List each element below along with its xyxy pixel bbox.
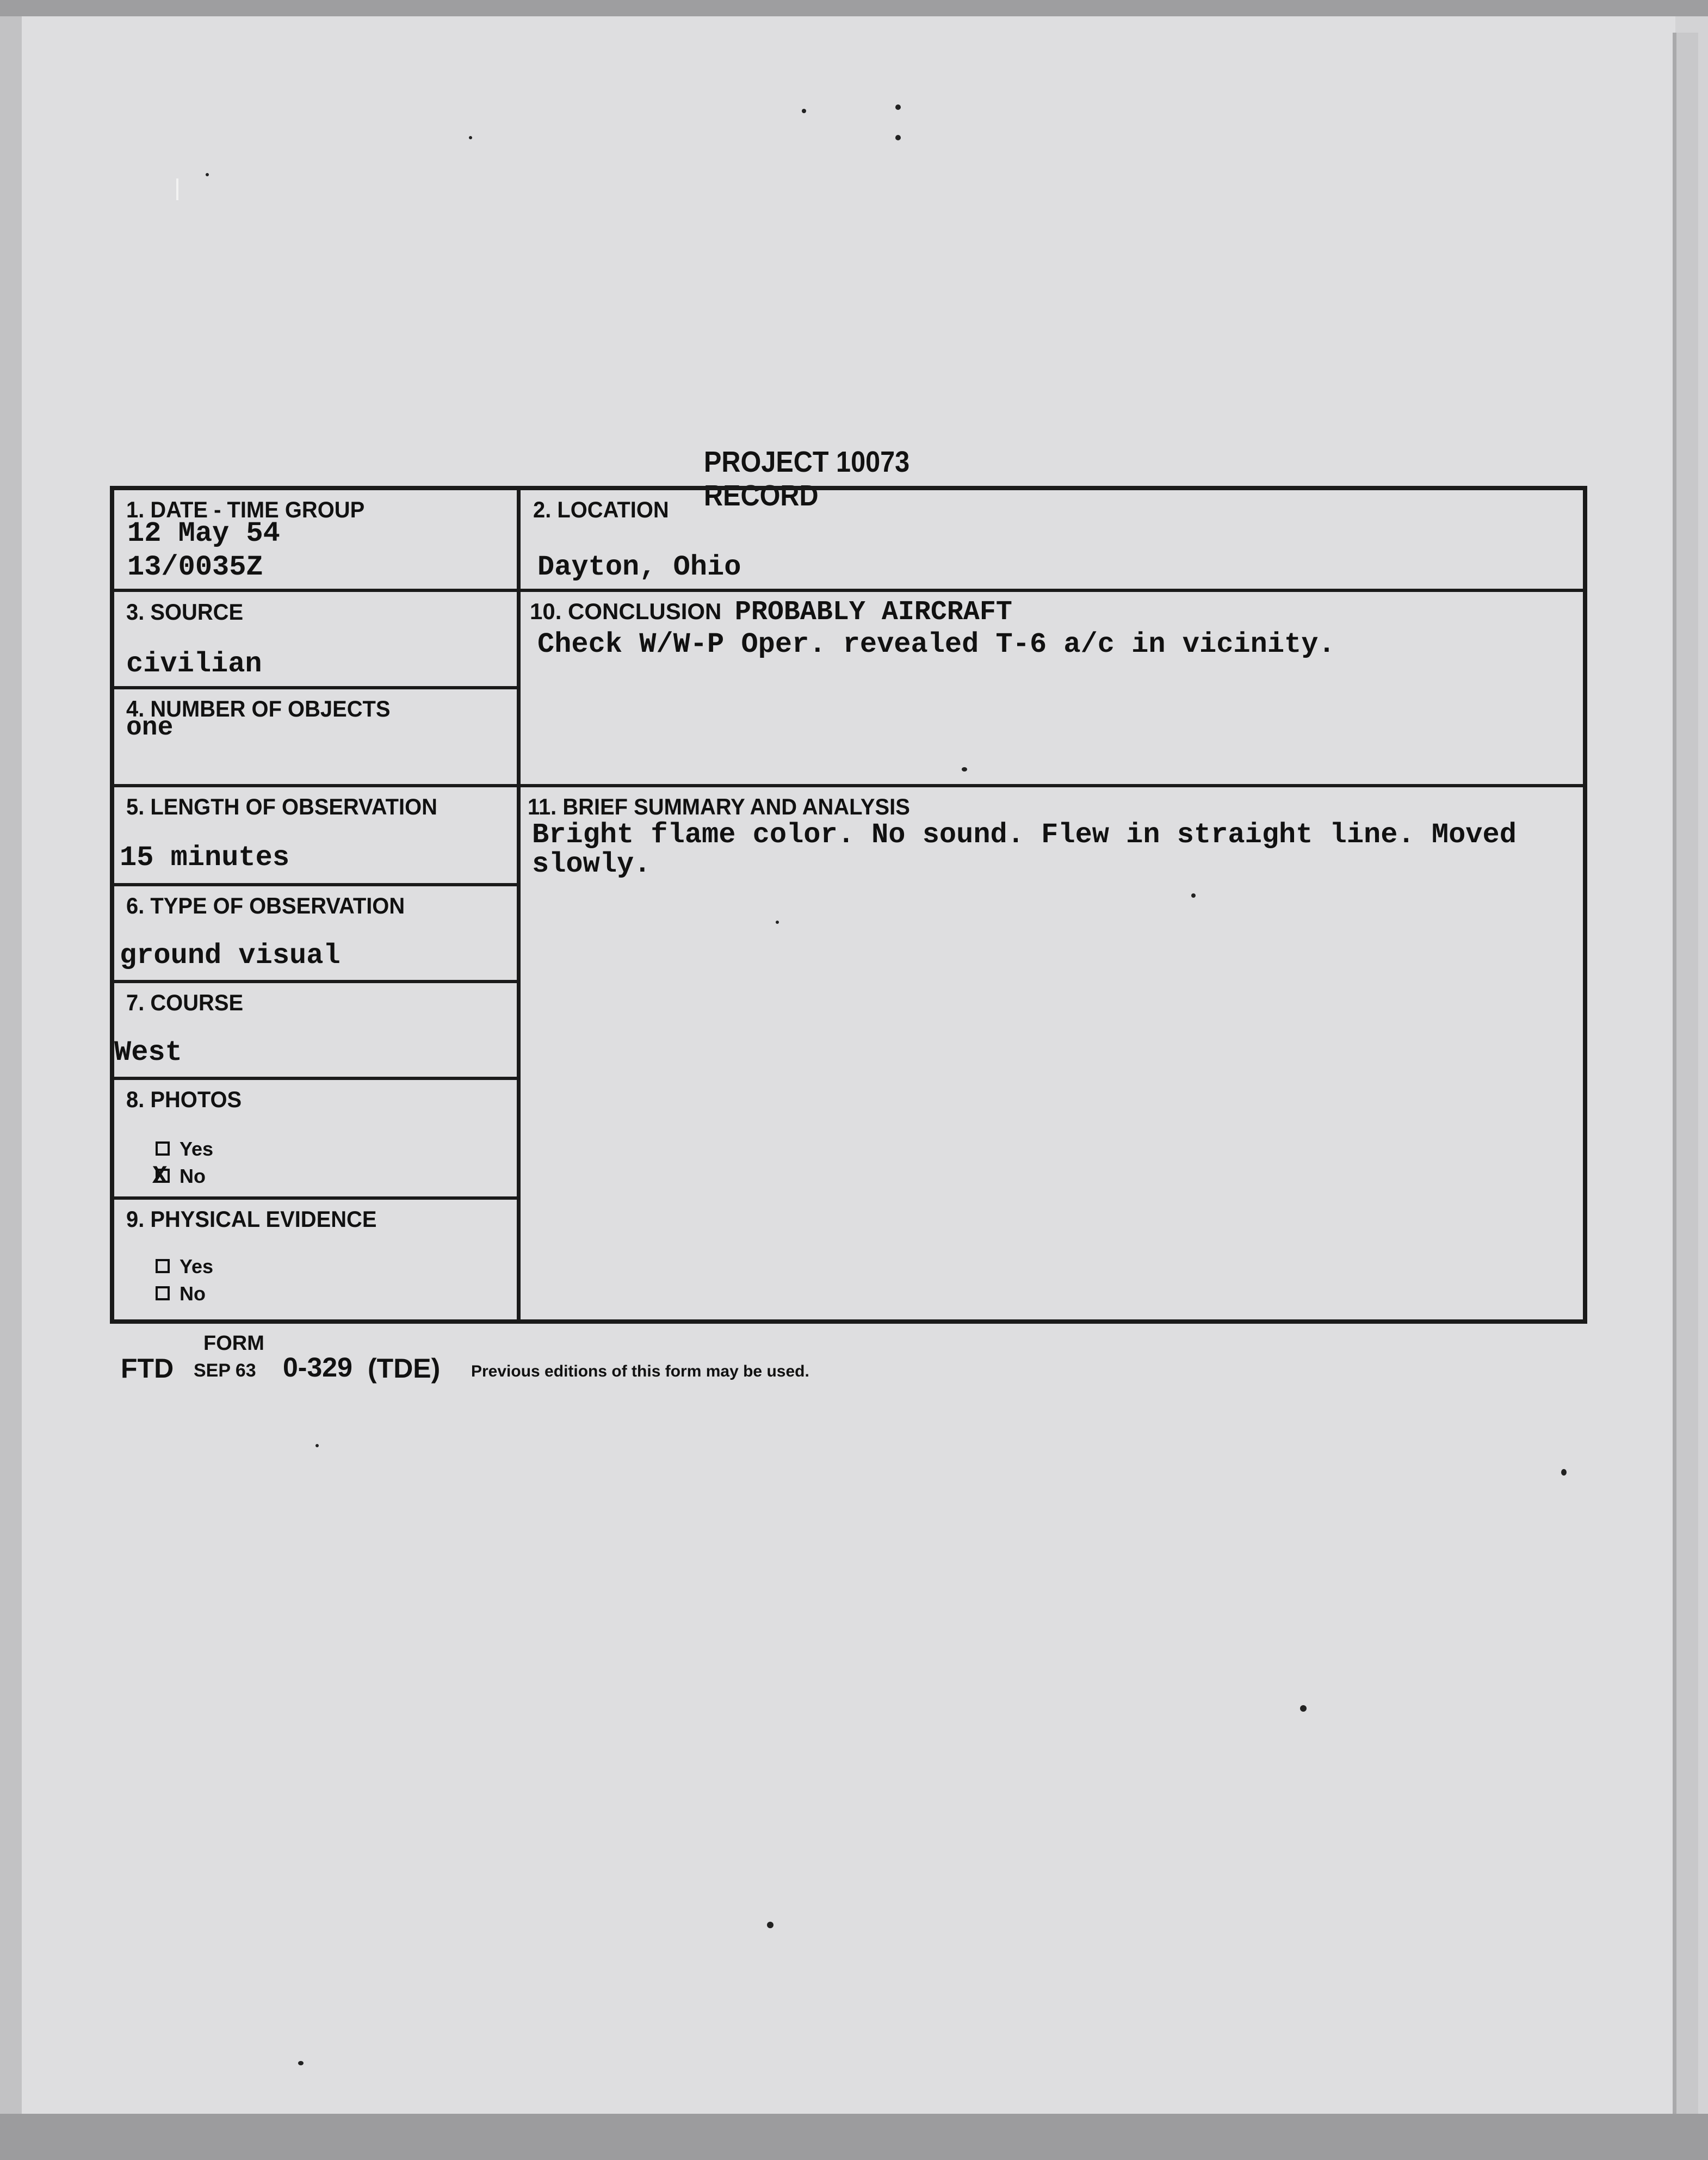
photos-no-option[interactable] <box>152 1162 206 1191</box>
scan-speck <box>206 173 209 176</box>
number-of-objects-value: one <box>126 713 174 743</box>
scan-speck <box>315 1444 319 1447</box>
physical-evidence-yes-option[interactable] <box>156 1255 213 1278</box>
scan-speck <box>802 109 806 113</box>
type-of-observation-label: 6. TYPE OF OBSERVATION <box>126 893 405 918</box>
conclusion-label: 10. CONCLUSION <box>530 598 722 624</box>
scan-bottom-edge <box>0 2114 1708 2160</box>
location-value: Dayton, Ohio <box>537 551 741 583</box>
row-divider <box>114 883 519 886</box>
scan-left-edge <box>0 0 23 2160</box>
scan-speck <box>895 104 901 110</box>
time-value: 13/0035Z <box>127 551 263 583</box>
row-divider <box>114 589 519 592</box>
summary-label: 11. BRIEF SUMMARY AND ANALYSIS <box>528 794 910 819</box>
checkbox-icon[interactable] <box>156 1141 170 1156</box>
physical-evidence-label: 9. PHYSICAL EVIDENCE <box>126 1206 377 1232</box>
photos-yes-label: Yes <box>180 1138 214 1160</box>
footer-form-number: 0-329 <box>283 1352 352 1383</box>
row-divider <box>114 686 519 689</box>
row-divider <box>114 784 519 787</box>
course-label: 7. COURSE <box>126 990 244 1015</box>
conclusion-header <box>530 597 1012 628</box>
photos-yes-option[interactable] <box>156 1138 213 1161</box>
scan-speck <box>298 2061 304 2065</box>
checkbox-icon[interactable] <box>156 1286 170 1300</box>
scan-right-edge <box>1676 33 1698 2133</box>
footer-form-word: FORM <box>203 1332 264 1355</box>
scan-speck <box>1561 1469 1567 1476</box>
column-divider <box>517 490 521 1319</box>
physical-evidence-yes-label: Yes <box>180 1255 214 1278</box>
form-title: PROJECT 10073 RECORD <box>704 446 910 512</box>
date-time-group-label: 1. DATE - TIME GROUP <box>126 497 365 522</box>
scan-scratch <box>176 178 178 200</box>
row-divider <box>517 589 1583 592</box>
length-of-observation-value: 15 minutes <box>120 842 290 874</box>
type-of-observation-value: ground visual <box>120 940 341 972</box>
footer-note: Previous editions of this form may be used. <box>471 1362 809 1380</box>
length-of-observation-label: 5. LENGTH OF OBSERVATION <box>126 794 437 819</box>
conclusion-detail: Check W/W-P Oper. revealed T-6 a/c in vicinity. <box>537 628 1335 661</box>
course-value: West <box>114 1036 182 1069</box>
scan-speck <box>767 1922 773 1928</box>
summary-line-2: slowly. <box>532 848 651 880</box>
row-divider <box>517 784 1583 787</box>
physical-evidence-no-label: No <box>180 1282 206 1305</box>
scan-speck <box>1300 1705 1307 1712</box>
conclusion-value: PROBABLY AIRCRAFT <box>734 597 1012 628</box>
checked-checkbox-icon[interactable] <box>152 1162 170 1191</box>
source-label: 3. SOURCE <box>126 599 244 625</box>
photos-label: 8. PHOTOS <box>126 1087 242 1112</box>
row-divider <box>114 1077 519 1080</box>
record-form-grid <box>110 486 1587 1324</box>
footer-office: (TDE) <box>368 1353 441 1384</box>
date-value: 12 May 54 <box>127 517 280 550</box>
check-mark: X <box>152 1162 168 1191</box>
physical-evidence-no-option[interactable] <box>156 1282 206 1305</box>
photos-no-label: No <box>180 1165 206 1187</box>
scan-speck <box>895 135 901 140</box>
checkbox-icon[interactable] <box>156 1259 170 1273</box>
location-label: 2. LOCATION <box>533 497 669 522</box>
row-divider <box>114 1196 519 1200</box>
source-value: civilian <box>126 648 262 680</box>
row-divider <box>114 980 519 983</box>
scan-top-edge <box>0 0 1708 16</box>
footer-date: SEP 63 <box>194 1360 256 1381</box>
number-of-objects-label: 4. NUMBER OF OBJECTS <box>126 696 391 721</box>
scan-speck <box>469 136 472 139</box>
summary-line-1: Bright flame color. No sound. Flew in straight line. Moved <box>532 819 1517 851</box>
footer-ftd: FTD <box>121 1353 174 1384</box>
